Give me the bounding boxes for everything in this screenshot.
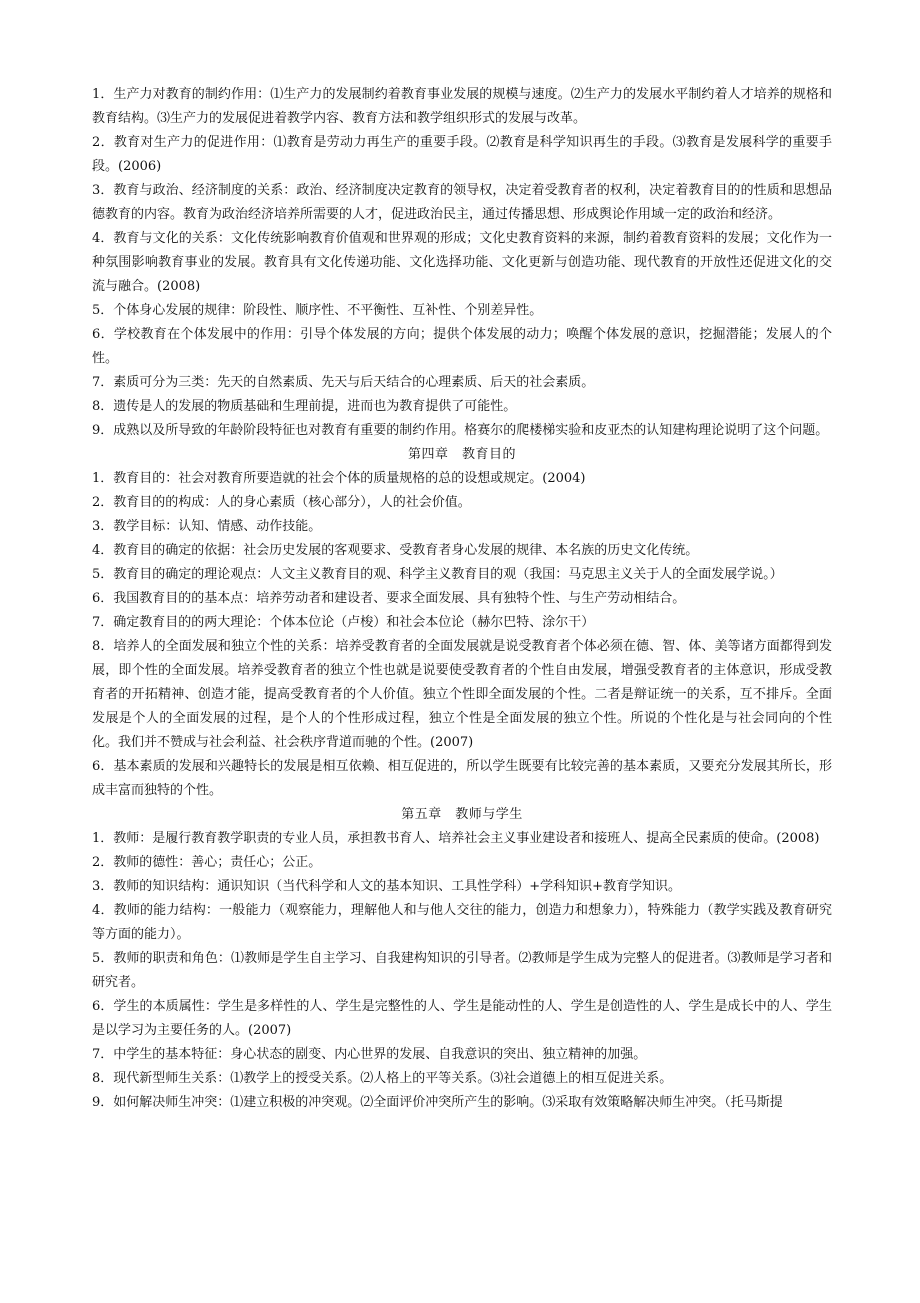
paragraph: 1．教师：是履行教育教学职责的专业人员，承担教书育人、培养社会主义事业建设者和接班人、提高全民素质的使命。(2008) — [92, 831, 820, 846]
paragraph: 1．教育目的：社会对教育所要造就的社会个体的质量规格的总的设想或规定。(2004) — [92, 471, 586, 486]
paragraph: 5．教育目的确定的理论观点：人文主义教育目的观、科学主义教育目的观（我国：马克思主义关于人的全面发展学说。） — [92, 567, 783, 582]
paragraph: 8．培养人的全面发展和独立个性的关系：培养受教育者的全面发展就是说受教育者个体必须在德、智、体、美等诸方面都得到发展，即个性的全面发展。培养受教育者的独立个性也就是说要使受教育者的个性自由发展，增强受教育者的主体意识，形成受教育者的开拓精神、创造才能，提高受教育者的个人价值。独立个性即全面发展的个性。二者是辩证统一的关系，互不排斥。全面发展是个人的全面发展的过程，是个人的个性形成过程，独立个性是全面发展的独立个性。所说的个性化是与社会同向的个性化。我们并不赞成与社会利益、社会秩序背道而驰的个性。(2007) — [92, 639, 832, 750]
paragraph: 7．素质可分为三类：先天的自然素质、先天与后天结合的心理素质、后天的社会素质。 — [92, 375, 595, 390]
paragraph: 2．教育目的的构成：人的身心素质（核心部分），人的社会价值。 — [92, 495, 471, 510]
paragraph: 7．确定教育目的的两大理论：个体本位论（卢梭）和社会本位论（赫尔巴特、涂尔干） — [92, 615, 595, 630]
paragraph: 8．遗传是人的发展的物质基础和生理前提，进而也为教育提供了可能性。 — [92, 399, 517, 414]
paragraph: 4．教师的能力结构：一般能力（观察能力，理解他人和与他人交往的能力，创造力和想象力），特殊能力（教学实践及教育研究等方面的能力）。 — [92, 903, 832, 942]
paragraph: 2．教育对生产力的促进作用：⑴教育是劳动力再生产的重要手段。⑵教育是科学知识再生的手段。⑶教育是发展科学的重要手段。(2006) — [92, 135, 832, 174]
paragraph: 3．教育与政治、经济制度的关系：政治、经济制度决定教育的领导权，决定着受教育者的权利，决定着教育目的的性质和思想品德教育的内容。教育为政治经济培养所需要的人才，促进政治民主，通过传播思想、形成舆论作用域一定的政治和经济。 — [92, 183, 832, 222]
paragraph: 6．基本素质的发展和兴趣特长的发展是相互依赖、相互促进的，所以学生既要有比较完善的基本素质，又要充分发展其所长，形成丰富而独特的个性。 — [92, 759, 832, 798]
paragraph: 5．教师的职责和角色：⑴教师是学生自主学习、自我建构知识的引导者。⑵教师是学生成为完整人的促进者。⑶教师是学习者和研究者。 — [92, 951, 832, 990]
paragraph: 3．教师的知识结构：通识知识（当代科学和人文的基本知识、工具性学科）+学科知识+教育学知识。 — [92, 879, 682, 894]
paragraph: 2．教师的德性：善心；责任心；公正。 — [92, 855, 322, 870]
paragraph: 9．成熟以及所导致的年龄阶段特征也对教育有重要的制约作用。格赛尔的爬楼梯实验和皮亚杰的认知建构理论说明了这个问题。 — [92, 423, 829, 438]
paragraph: 8．现代新型师生关系：⑴教学上的授受关系。⑵人格上的平等关系。⑶社会道德上的相互促进关系。 — [92, 1071, 673, 1086]
paragraph: 4．教育与文化的关系：文化传统影响教育价值观和世界观的形成；文化史教育资料的来源，制约着教育资料的发展；文化作为一种氛围影响教育事业的发展。教育具有文化传递功能、文化选择功能、文化更新与创造功能、现代教育的开放性还促进文化的交流与融合。(2008) — [92, 231, 832, 294]
paragraph: 4．教育目的确定的依据：社会历史发展的客观要求、受教育者身心发展的规律、本名族的历史文化传统。 — [92, 543, 699, 558]
paragraph: 6．我国教育目的的基本点：培养劳动者和建设者、要求全面发展、具有独特个性、与生产劳动相结合。 — [92, 591, 686, 606]
chapter-heading: 第五章 教师与学生 — [401, 807, 523, 822]
paragraph: 6．学校教育在个体发展中的作用：引导个体发展的方向；提供个体发展的动力；唤醒个体发展的意识，挖掘潜能；发展人的个性。 — [92, 327, 832, 366]
paragraph: 7．中学生的基本特征：身心状态的剧变、内心世界的发展、自我意识的突出、独立精神的加强。 — [92, 1047, 647, 1062]
paragraph: 3．教学目标：认知、情感、动作技能。 — [92, 519, 322, 534]
paragraph: 9．如何解决师生冲突：⑴建立积极的冲突观。⑵全面评价冲突所产生的影响。⑶采取有效策略解决师生冲突。（托马斯提 — [92, 1095, 783, 1110]
chapter-heading: 第四章 教育目的 — [407, 447, 516, 462]
paragraph: 6．学生的本质属性：学生是多样性的人、学生是完整性的人、学生是能动性的人、学生是创造性的人、学生是成长中的人、学生是以学习为主要任务的人。(2007) — [92, 999, 832, 1038]
paragraph: 5．个体身心发展的规律：阶段性、顺序性、不平衡性、互补性、个别差异性。 — [92, 303, 543, 318]
paragraph: 1．生产力对教育的制约作用：⑴生产力的发展制约着教育事业发展的规模与速度。⑵生产力的发展水平制约着人才培养的规格和教育结构。⑶生产力的发展促进着教学内容、教育方法和教学组织形式的发展与改革。 — [92, 87, 832, 126]
